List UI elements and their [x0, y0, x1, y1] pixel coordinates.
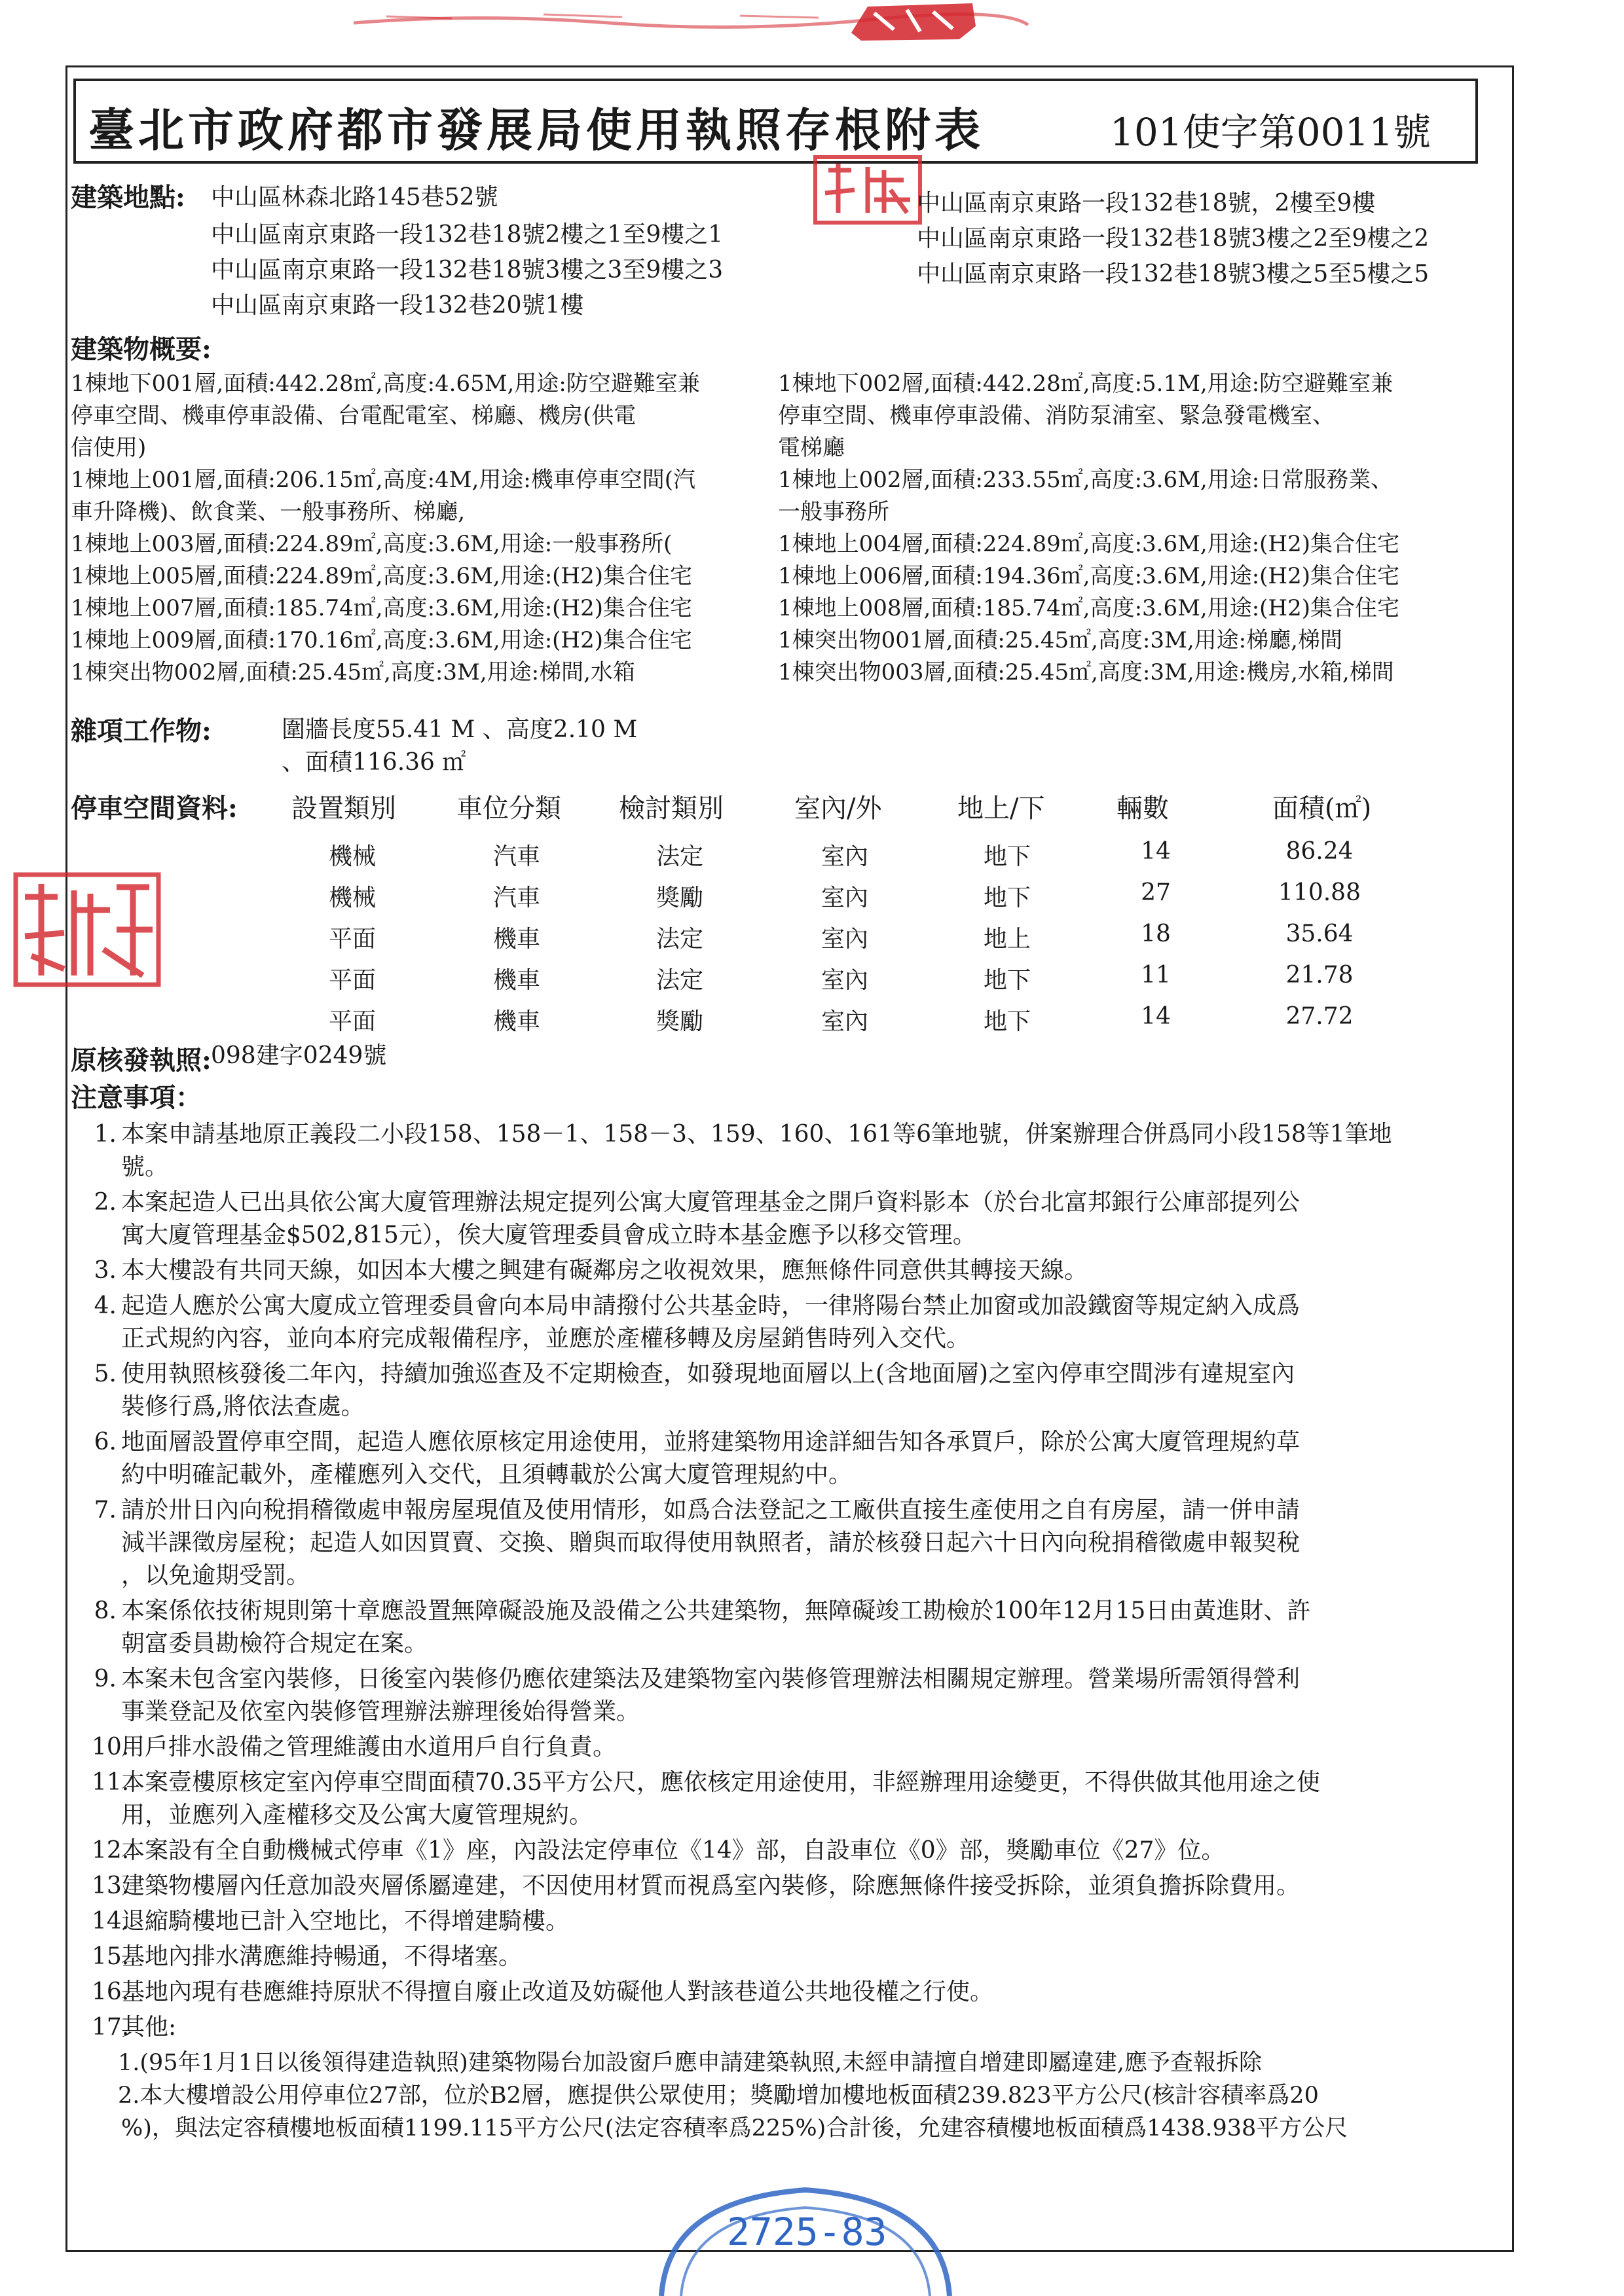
overview-left-line-10: 1棟突出物002層,面積:25.45㎡,高度:3M,用途:梯間,水箱: [71, 659, 635, 685]
note-text-line: 本案未包含室內裝修，日後室內裝修仍應依建築法及建築物室內裝修管理辦法相關規定辦理。營業場所需領得營利: [121, 1666, 1301, 1692]
note-text-line: 請於卅日內向稅捐稽徵處申報房屋現值及使用情形，如爲合法登記之工廠供直接生產使用之自有房屋，請一併申請: [121, 1497, 1301, 1523]
parking-cell-count: 11: [1141, 962, 1171, 989]
note-number: 10.: [92, 1734, 130, 1760]
note-number: 1.: [94, 1121, 117, 1148]
parking-label: 停車空間資料:: [71, 793, 238, 824]
red-seal-left: [12, 871, 162, 989]
overview-right-line-6: 1棟地上004層,面積:224.89㎡,高度:3.6M,用途:(H2)集合住宅: [778, 531, 1399, 557]
parking-cell-vehicle: 機車: [492, 926, 541, 953]
address-right-2: 中山區南京東路一段132巷18號3樓之2至9樓之2: [917, 225, 1430, 252]
overview-left-line-7: 1棟地上005層,面積:224.89㎡,高度:3.6M,用途:(H2)集合住宅: [71, 563, 692, 589]
note-text-line: 用，並應列入產權移交及公寓大廈管理規約。: [121, 1802, 593, 1829]
note-text-line: 用戶排水設備之管理維護由水道用戶自行負責。: [121, 1734, 617, 1760]
overview-left-line-1: 1棟地下001層,面積:442.28㎡,高度:4.65M,用途:防空避難室兼: [71, 371, 700, 397]
note-text-line: 地面層設置停車空間，起造人應依原核定用途使用，並將建築物用途詳細告知各承買戶，除於公寓大廈管理規約草: [121, 1429, 1301, 1455]
overview-right-line-9: 1棟突出物001層,面積:25.45㎡,高度:3M,用途:梯廳,梯間: [778, 627, 1342, 653]
note-number: 3.: [94, 1257, 117, 1284]
note-number: 14.: [92, 1908, 130, 1935]
overview-right-line-7: 1棟地上006層,面積:194.36㎡,高度:3.6M,用途:(H2)集合住宅: [778, 563, 1399, 589]
note-number: 16.: [92, 1978, 130, 2005]
parking-header-level: 地上/下: [957, 793, 1045, 824]
parking-cell-area: 86.24: [1285, 838, 1354, 865]
parking-cell-area: 27.72: [1285, 1003, 1354, 1030]
parking-header-review: 檢討類別: [619, 793, 724, 824]
address-right-1: 中山區南京東路一段132巷18號，2樓至9樓: [917, 190, 1376, 217]
note-number: 8.: [94, 1597, 117, 1624]
overview-right-line-2: 停車空間、機車停車設備、消防泵浦室、緊急發電機室、: [778, 403, 1335, 429]
parking-cell-vehicle: 汽車: [492, 884, 541, 911]
address-left-3: 中山區南京東路一段132巷18號3樓之3至9樓之3: [211, 257, 724, 283]
parking-cell-count: 14: [1141, 838, 1171, 865]
note-text-line: 使用執照核發後二年內，持續加強巡查及不定期檢查，如發現地面層以上(含地面層)之室內停車空間涉有違規室內: [121, 1360, 1295, 1387]
overview-right-line-4: 1棟地上002層,面積:233.55㎡,高度:3.6M,用途:日常服務業、: [778, 467, 1393, 493]
misc-line-2: 、面積116.36 ㎡: [282, 749, 466, 776]
note-text-line: 建築物樓層內任意加設夾層係屬違建，不因使用材質而視爲室內裝修，除應無條件接受拆除，並須負擔拆除費用。: [121, 1872, 1301, 1899]
parking-cell-count: 27: [1141, 879, 1171, 906]
parking-cell-review: 獎勵: [655, 1008, 704, 1035]
note-number: 17.: [92, 2014, 130, 2041]
original-permit-label: 原核發執照:: [71, 1045, 212, 1076]
parking-cell-vehicle: 機車: [492, 1008, 541, 1035]
note-text-line: 基地內現有巷應維持原狀不得擅自廢止改道及妨礙他人對該巷道公共地役權之行使。: [121, 1978, 994, 2005]
original-permit-value: 098建字0249號: [211, 1042, 387, 1069]
note-text-line: 退縮騎樓地已計入空地比，不得增建騎樓。: [121, 1908, 570, 1935]
misc-line-1: 圍牆長度55.41 M 、高度2.10 M: [282, 716, 638, 743]
parking-cell-type: 平面: [328, 926, 377, 953]
overview-right-line-8: 1棟地上008層,面積:185.74㎡,高度:3.6M,用途:(H2)集合住宅: [778, 595, 1399, 621]
note-text-line: 基地內排水溝應維持暢通，不得堵塞。: [121, 1943, 523, 1970]
parking-cell-level: 地下: [983, 884, 1031, 911]
notes-label: 注意事項：: [71, 1082, 202, 1113]
note-number: 9.: [94, 1666, 117, 1692]
overview-right-line-10: 1棟突出物003層,面積:25.45㎡,高度:3M,用途:機房,水箱,梯間: [778, 659, 1394, 685]
parking-cell-indoor: 室內: [821, 843, 869, 870]
note-text-line: 減半課徵房屋稅；起造人如因買賣、交換、贈與而取得使用執照者，請於核發日起六十日內向稅捐稽徵處申報契稅: [121, 1529, 1301, 1556]
parking-header-count: 輛數: [1116, 793, 1169, 824]
overview-left-line-2: 停車空間、機車停車設備、台電配電室、梯廳、機房(供電: [71, 403, 637, 429]
parking-cell-indoor: 室內: [821, 884, 869, 911]
note-17-sub-line: 1.(95年1月1日以後領得建造執照)建築物陽台加設窗戶應申請建築執照,未經申請擅自增建即屬違建,應予查報拆除: [118, 2050, 1263, 2076]
parking-cell-level: 地下: [983, 967, 1031, 994]
note-text-line: 正式規約內容，並向本府完成報備程序，並應於產權移轉及房屋銷售時列入交代。: [121, 1325, 970, 1352]
overview-left-line-5: 車升降機)、飲食業、一般事務所、梯廳,: [71, 499, 466, 525]
parking-cell-count: 18: [1141, 920, 1171, 947]
note-number: 6.: [94, 1429, 117, 1455]
parking-cell-review: 法定: [655, 926, 704, 953]
note-number: 15.: [92, 1943, 130, 1970]
parking-cell-area: 21.78: [1285, 962, 1354, 989]
parking-cell-review: 法定: [655, 967, 704, 994]
parking-cell-vehicle: 機車: [492, 967, 541, 994]
parking-cell-type: 機械: [328, 884, 377, 911]
parking-header-indoor: 室內/外: [794, 793, 882, 824]
note-text-line: 其他:: [121, 2014, 177, 2041]
parking-cell-review: 獎勵: [655, 884, 704, 911]
overview-right: [778, 368, 1399, 689]
overview-left-line-9: 1棟地上009層,面積:170.16㎡,高度:3.6M,用途:(H2)集合住宅: [71, 627, 692, 653]
parking-cell-indoor: 室內: [821, 926, 869, 953]
overview-left-line-4: 1棟地上001層,面積:206.15㎡,高度:4M,用途:機車停車空間(汽: [71, 467, 695, 493]
misc-label: 雜項工作物:: [71, 716, 212, 746]
note-text-line: 朝富委員勘檢符合規定在案。: [121, 1630, 428, 1657]
note-17-sub-line: 2.本大樓增設公用停車位27部，位於B2層，應提供公眾使用；獎勵增加樓地板面積239.823平方公尺(核計容積率爲20: [118, 2083, 1319, 2109]
parking-cell-level: 地上: [983, 926, 1031, 953]
overview-right-line-5: 一般事務所: [778, 499, 889, 525]
parking-header-type: 設置類別: [291, 793, 396, 824]
parking-cell-indoor: 室內: [821, 1008, 869, 1035]
note-text-line: 起造人應於公寓大廈成立管理委員會向本局申請撥付公共基金時，一律將陽台禁止加窗或加設鐵窗等規定納入成爲: [121, 1292, 1301, 1319]
parking-cell-indoor: 室內: [821, 967, 869, 994]
page-title: 臺北市政府都市發展局使用執照存根附表: [88, 103, 984, 157]
note-text-line: ，以免逾期受罰。: [121, 1562, 310, 1589]
parking-cell-level: 地下: [983, 1008, 1031, 1035]
note-number: 4.: [94, 1292, 117, 1319]
note-text-line: 約中明確記載外，產權應列入交代，且須轉載於公寓大廈管理規約中。: [121, 1461, 853, 1488]
parking-cell-review: 法定: [655, 843, 704, 870]
top-red-seal: [848, 0, 979, 43]
note-number: 11.: [92, 1769, 130, 1796]
note-number: 7.: [94, 1497, 117, 1523]
overview-left-line-3: 信使用): [71, 435, 147, 461]
address-right-3: 中山區南京東路一段132巷18號3樓之5至5樓之5: [917, 261, 1430, 287]
address-left-2: 中山區南京東路一段132巷18號2樓之1至9樓之1: [211, 221, 724, 248]
overview-right-line-1: 1棟地下002層,面積:442.28㎡,高度:5.1M,用途:防空避難室兼: [778, 371, 1393, 397]
overview-left: [71, 368, 700, 689]
note-text-line: 事業登記及依室內裝修管理辦法辦理後始得營業。: [121, 1698, 640, 1725]
parking-cell-count: 14: [1141, 1003, 1171, 1030]
note-text-line: 號。: [121, 1154, 169, 1180]
note-number: 12.: [92, 1837, 130, 1864]
note-text-line: 本案設有全自動機械式停車《1》座，內設法定停車位《14》部，自設車位《0》部，獎勵車位《27》位。: [121, 1837, 1225, 1864]
parking-header-vehicle: 車位分類: [456, 793, 561, 824]
parking-cell-level: 地下: [983, 843, 1031, 870]
parking-cell-type: 平面: [328, 967, 377, 994]
note-text-line: 本大樓設有共同天線，如因本大樓之興建有礙鄰房之收視效果，應無條件同意供其轉接天線。: [121, 1257, 1088, 1284]
permit-number: 101使字第0011號: [1110, 110, 1431, 155]
parking-cell-area: 110.88: [1278, 879, 1361, 906]
blue-stamp-number: 2725-83: [727, 2210, 887, 2254]
address-left-1: 中山區林森北路145巷52號: [211, 184, 498, 211]
address-label: 建築地點:: [71, 182, 185, 213]
overview-left-line-8: 1棟地上007層,面積:185.74㎡,高度:3.6M,用途:(H2)集合住宅: [71, 595, 692, 621]
note-text-line: 寓大廈管理基金$502,815元），俟大廈管理委員會成立時本基金應予以移交管理。: [121, 1222, 976, 1248]
note-text-line: 本案申請基地原正義段二小段158、158－1、158－3、159、160、161等6筆地號，併案辦理合併爲同小段158等1筆地: [121, 1121, 1392, 1148]
parking-header-area: 面積(㎡): [1272, 793, 1372, 824]
note-text-line: 本案係依技術規則第十章應設置無障礙設施及設備之公共建築物，無障礙竣工勘檢於100年12月15日由黃進財、許: [121, 1597, 1311, 1624]
overview-right-line-3: 電梯廳: [778, 435, 845, 461]
address-left-4: 中山區南京東路一段132巷20號1樓: [211, 292, 584, 319]
note-number: 5.: [94, 1360, 117, 1387]
note-number: 13.: [92, 1872, 130, 1899]
overview-left-line-6: 1棟地上003層,面積:224.89㎡,高度:3.6M,用途:一般事務所(: [71, 531, 673, 557]
parking-cell-area: 35.64: [1285, 920, 1354, 947]
note-17-sub-line: %)，與法定容積樓地板面積1199.115平方公尺(法定容積率爲225%)合計後，允建容積樓地板面積爲1438.938平方公尺: [121, 2115, 1348, 2141]
note-text-line: 裝修行爲,將依法查處。: [121, 1393, 365, 1420]
overview-label: 建築物概要:: [71, 334, 212, 365]
parking-cell-type: 機械: [328, 843, 377, 870]
parking-cell-vehicle: 汽車: [492, 843, 541, 870]
note-number: 2.: [94, 1189, 117, 1216]
note-text-line: 本案壹樓原核定室內停車空間面積70.35平方公尺，應依核定用途使用，非經辦理用途變更，不得供做其他用途之使: [121, 1769, 1321, 1796]
note-text-line: 本案起造人已出具依公寓大廈管理辦法規定提列公寓大廈管理基金之開戶資料影本（於台北富邦銀行公庫部提列公: [121, 1189, 1301, 1216]
parking-cell-type: 平面: [328, 1008, 377, 1035]
red-seal-top: [812, 154, 923, 226]
